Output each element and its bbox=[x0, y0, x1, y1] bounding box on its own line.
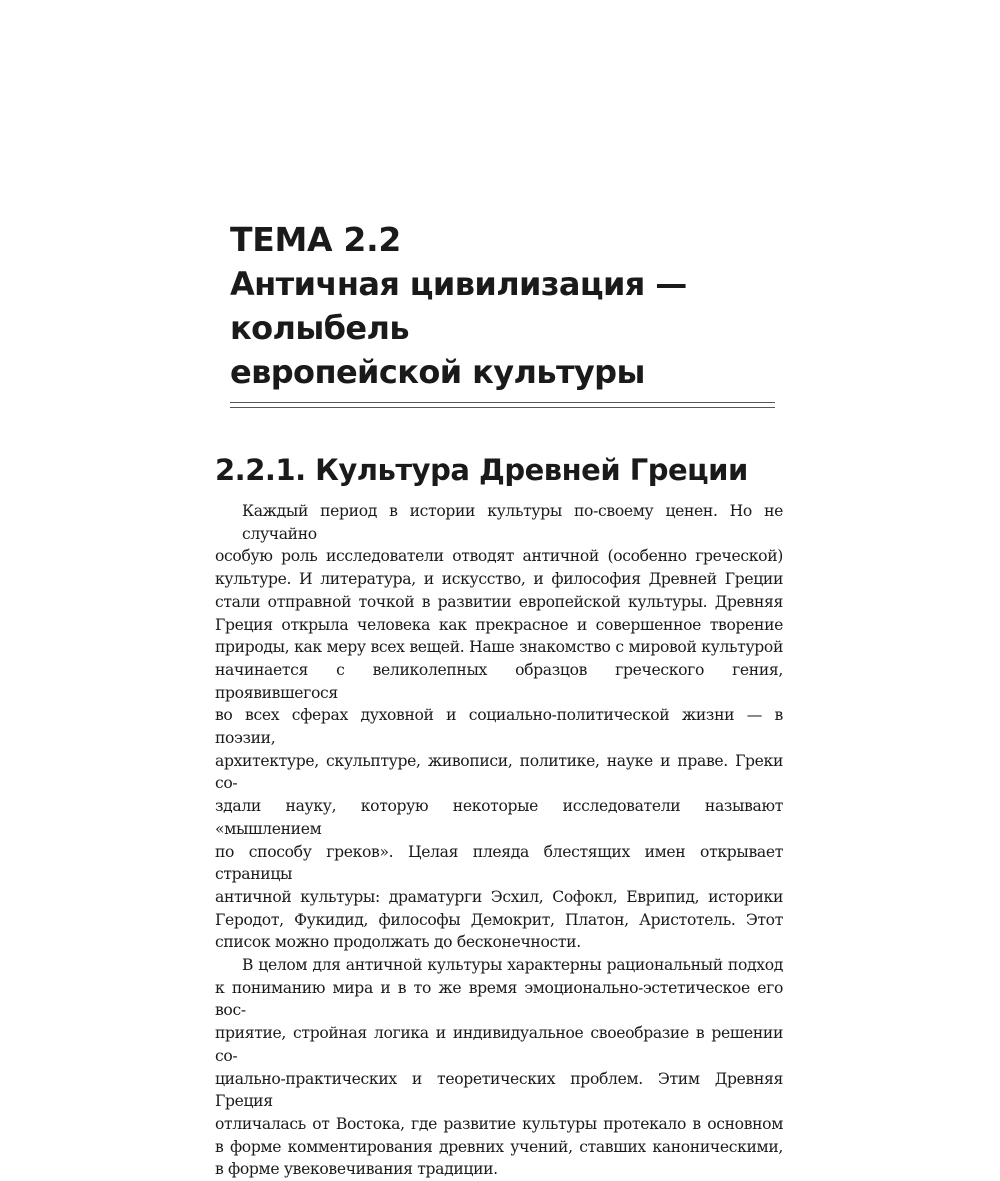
text-line: в форме комментирования древних учений, ставших каноническими, bbox=[215, 1137, 783, 1156]
text-line: особую роль исследователи отводят античной (особенно греческой) bbox=[215, 547, 783, 566]
topic-number: ТЕМА 2.2 bbox=[230, 220, 401, 259]
text-line: Геродот, Фукидид, философы Демокрит, Платон, Аристотель. Этот bbox=[215, 910, 783, 929]
text-line: архитектуре, скульптуре, живописи, политике, науке и праве. Греки со- bbox=[215, 751, 783, 793]
topic-title-line-1: Античная цивилизация — колыбель bbox=[230, 265, 687, 347]
text-line: в форме увековечивания традиции. bbox=[215, 1160, 498, 1179]
title-underline-rule bbox=[230, 402, 775, 408]
topic-title-line-2: европейской культуры bbox=[230, 353, 645, 391]
topic-header bbox=[230, 218, 775, 408]
text-line: античной культуры: драматурги Эсхил, Софокл, Еврипид, историки bbox=[215, 887, 783, 906]
section-heading: 2.2.1. Культура Древней Греции bbox=[215, 453, 748, 487]
text-line: отличалась от Востока, где развитие культуры протекало в основном bbox=[215, 1114, 783, 1133]
text-line: циально-практических и теоретических проблем. Этим Древняя Греция bbox=[215, 1069, 783, 1111]
text-line: стали отправной точкой в развитии европейской культуры. Древняя bbox=[215, 592, 783, 611]
text-line: Греция открыла человека как прекрасное и совершенное творение bbox=[215, 615, 783, 634]
text-line: Каждый период в истории культуры по-своему ценен. Но не случайно bbox=[242, 502, 783, 543]
text-line: начинается с великолепных образцов греческого гения, проявившегося bbox=[215, 660, 783, 702]
text-line: к пониманию мира и в то же время эмоционально-эстетическое его вос- bbox=[215, 978, 783, 1020]
text-line: В целом для античной культуры характерны рациональный подход bbox=[242, 956, 783, 975]
text-line: список можно продолжать до бесконечности. bbox=[215, 933, 581, 952]
text-line: природы, как меру всех вещей. Наше знакомство с мировой культурой bbox=[215, 638, 783, 657]
paragraph bbox=[215, 500, 783, 954]
text-line: культуре. И литература, и искусство, и философия Древней Греции bbox=[215, 570, 783, 589]
text-line: по способу греков». Целая плеяда блестящих имен открывает страницы bbox=[215, 842, 783, 884]
paragraph bbox=[215, 954, 783, 1181]
text-line: приятие, стройная логика и индивидуальное своеобразие в решении со- bbox=[215, 1024, 783, 1065]
body-text bbox=[215, 500, 783, 1181]
text-line: во всех сферах духовной и социально-политической жизни — в поэзии, bbox=[215, 706, 783, 748]
text-line: здали науку, которую некоторые исследователи называют «мышлением bbox=[215, 797, 783, 838]
